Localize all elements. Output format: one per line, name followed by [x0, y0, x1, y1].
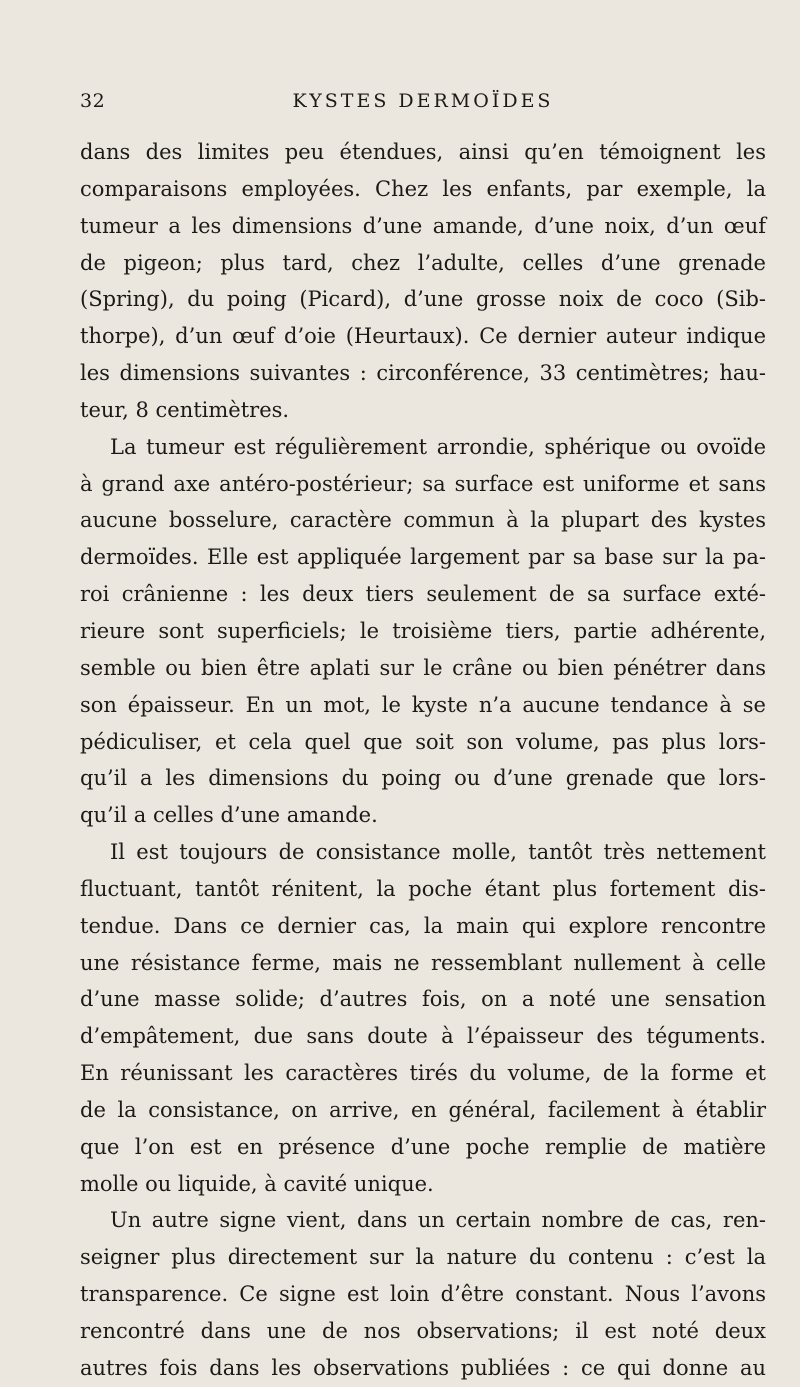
page-number: 32 [80, 90, 106, 112]
text-line: d’empâtement, due sans doute à l’épaisseur des téguments. [80, 1024, 766, 1049]
text-line: aucune bosselure, caractère commun à la plupart des kystes [80, 508, 766, 533]
text-line: qu’il a les dimensions du poing ou d’une grenade que lors- [80, 766, 766, 791]
text-line: d’une masse solide; d’autres fois, on a noté une sensation [80, 987, 766, 1012]
text-line: son épaisseur. En un mot, le kyste n’a aucune tendance à se [80, 692, 766, 717]
text-line: que l’on est en présence d’une poche remplie de matière [80, 1134, 766, 1159]
text-line: thorpe), d’un œuf d’oie (Heurtaux). Ce dernier auteur indique [80, 324, 766, 349]
text-line: roi crânienne : les deux tiers seulement de sa surface exté- [80, 582, 766, 607]
text-line: dans des limites peu étendues, ainsi qu’en témoignent les [80, 140, 766, 164]
text-line: de la consistance, on arrive, en général, facilement à établir [80, 1097, 766, 1122]
text-line: transparence. Ce signe est loin d’être constant. Nous l’avons [80, 1282, 766, 1307]
page-header [80, 90, 766, 120]
text-line: une résistance ferme, mais ne ressemblant nullement à celle [80, 950, 766, 975]
text-line: seigner plus directement sur la nature du contenu : c’est la [80, 1245, 766, 1270]
text-line: comparaisons employées. Chez les enfants, par exemple, la [80, 176, 766, 201]
text-line: teur, 8 centimètres. [80, 397, 290, 422]
text-line: de pigeon; plus tard, chez l’adulte, celles d’une grenade [80, 250, 766, 275]
text-line: molle ou liquide, à cavité unique. [80, 1171, 434, 1196]
text-line: (Spring), du poing (Picard), d’une grosse noix de coco (Sib- [80, 287, 766, 312]
text-line: Il est toujours de consistance molle, tantôt très nettement [110, 840, 766, 865]
text-line: fluctuant, tantôt rénitent, la poche étant plus fortement dis- [80, 876, 766, 901]
text-line: rencontré dans une de nos observations; il est noté deux [80, 1319, 766, 1343]
text-line: tendue. Dans ce dernier cas, la main qui explore rencontre [80, 913, 766, 938]
text-line: dermoïdes. Elle est appliquée largement par sa base sur la pa- [80, 545, 766, 570]
text-line: autres fois dans les observations publiées : ce qui donne au [80, 1355, 766, 1380]
text-line: pédiculiser, et cela quel que soit son volume, pas plus lors- [80, 729, 766, 754]
text-line: les dimensions suivantes : circonférence, 33 centimètres; hau- [80, 361, 766, 386]
text-line: semble ou bien être aplati sur le crâne ou bien pénétrer dans [80, 655, 766, 680]
text-line: Un autre signe vient, dans un certain nombre de cas, ren- [110, 1208, 766, 1233]
text-line: rieure sont superficiels; le troisième tiers, partie adhérente, [80, 618, 766, 643]
running-title: KYSTES DERMOÏDES [292, 90, 554, 112]
text-line: qu’il a celles d’une amande. [80, 803, 378, 828]
text-line: En réunissant les caractères tirés du volume, de la forme et [80, 1061, 766, 1086]
body-text [80, 134, 766, 1387]
text-line: tumeur a les dimensions d’une amande, d’une noix, d’un œuf [80, 213, 766, 238]
text-line: La tumeur est régulièrement arrondie, sphérique ou ovoïde [110, 434, 766, 459]
text-line: à grand axe antéro-postérieur; sa surface est uniforme et sans [80, 471, 766, 496]
